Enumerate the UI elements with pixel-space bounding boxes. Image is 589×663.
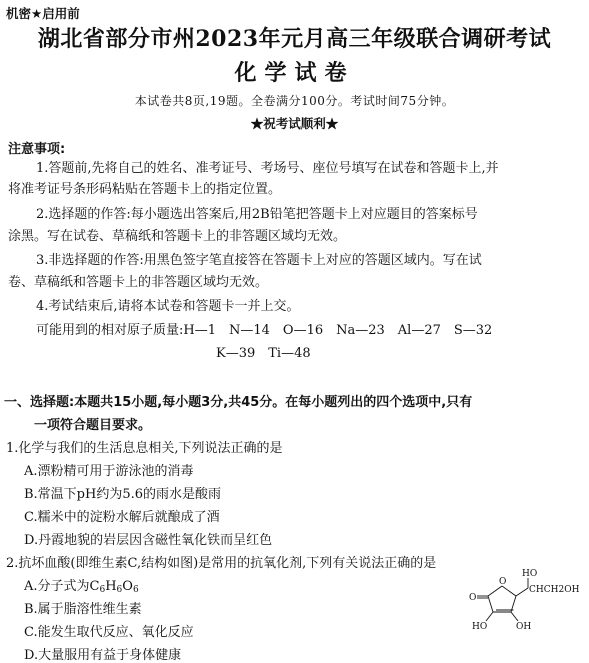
question-2-stem: 2.抗坏血酸(即维生素C,结构如图)是常用的抗氧化剂,下列有关说法正确的是 bbox=[6, 556, 437, 571]
notice-heading: 注意事项: bbox=[8, 142, 66, 157]
section1-heading-line2: 一项符合题目要求。 bbox=[34, 418, 152, 433]
notice-item-3-line1: 3.非选择题的作答:用黑色签字笔直接答在答题卡上对应的答题区域内。写在试 bbox=[36, 253, 482, 268]
question-2-option-a: A.分子式为$C_6H_6O_6$ bbox=[24, 579, 139, 595]
question-2-option-d: D.大量服用有益于身体健康 bbox=[24, 648, 182, 663]
question-1-option-a: A.漂粉精可用于游泳池的消毒 bbox=[24, 464, 194, 479]
question-1-option-c: C.糯米中的淀粉水解后就酿成了酒 bbox=[24, 510, 220, 525]
notice-item-1-line2: 将准考证号条形码粘贴在答题卡上的指定位置。 bbox=[8, 182, 282, 197]
struct-label-oh-right: OH bbox=[516, 622, 532, 632]
notice-item-2-line1: 2.选择题的作答:每小题选出答案后,用2B铅笔把答题卡上对应题目的答案标号 bbox=[36, 207, 478, 222]
subject-title: 化学试卷 bbox=[234, 60, 355, 86]
exam-title: 湖北省部分市州2023年元月高三年级联合调研考试 bbox=[37, 26, 552, 52]
question-1-option-d: D.丹霞地貌的岩层因含磁性氧化铁而呈红色 bbox=[24, 533, 273, 548]
struct-label-ring-o: O bbox=[499, 577, 507, 587]
question-2-option-b: B.属于脂溶性维生素 bbox=[24, 602, 142, 617]
struct-label-ho-left: HO bbox=[472, 622, 488, 632]
exam-info: 本试卷共8页,19题。全卷满分100分。考试时间75分钟。 bbox=[134, 94, 455, 108]
struct-label-side-chain: CHCH2OH bbox=[529, 585, 580, 595]
vitamin-c-structure-diagram bbox=[460, 566, 584, 634]
notice-item-1-line1: 1.答题前,先将自己的姓名、准考证号、考场号、座位号填写在试卷和答题卡上,并 bbox=[36, 161, 499, 176]
atomic-mass-line1: 可能用到的相对原子质量:H—1 N—14 O—16 Na—23 Al—27 S—32 bbox=[36, 323, 493, 338]
atomic-mass-line2: K—39 Ti—48 bbox=[216, 346, 311, 361]
notice-item-3-line2: 卷、草稿纸和答题卡上的非答题区域均无效。 bbox=[8, 275, 269, 290]
struct-label-carbonyl-o: O bbox=[469, 593, 477, 603]
notice-item-2-line2: 涂黑。写在试卷、草稿纸和答题卡上的非答题区域均无效。 bbox=[8, 229, 347, 244]
struct-label-ho-top: HO bbox=[522, 569, 538, 579]
question-1-option-b: B.常温下pH约为5.6的雨水是酸雨 bbox=[24, 487, 222, 502]
question-2-option-c: C.能发生取代反应、氧化反应 bbox=[24, 625, 194, 640]
section1-heading-line1: 一、选择题:本题共15小题,每小题3分,共45分。在每小题列出的四个选项中,只有 bbox=[4, 395, 473, 410]
good-luck-line: ★祝考试顺利★ bbox=[250, 116, 339, 131]
confidential-label: 机密★启用前 bbox=[6, 6, 80, 21]
question-1-stem: 1.化学与我们的生活息息相关,下列说法正确的是 bbox=[6, 441, 283, 456]
notice-item-4: 4.考试结束后,请将本试卷和答题卡一并上交。 bbox=[36, 299, 300, 314]
